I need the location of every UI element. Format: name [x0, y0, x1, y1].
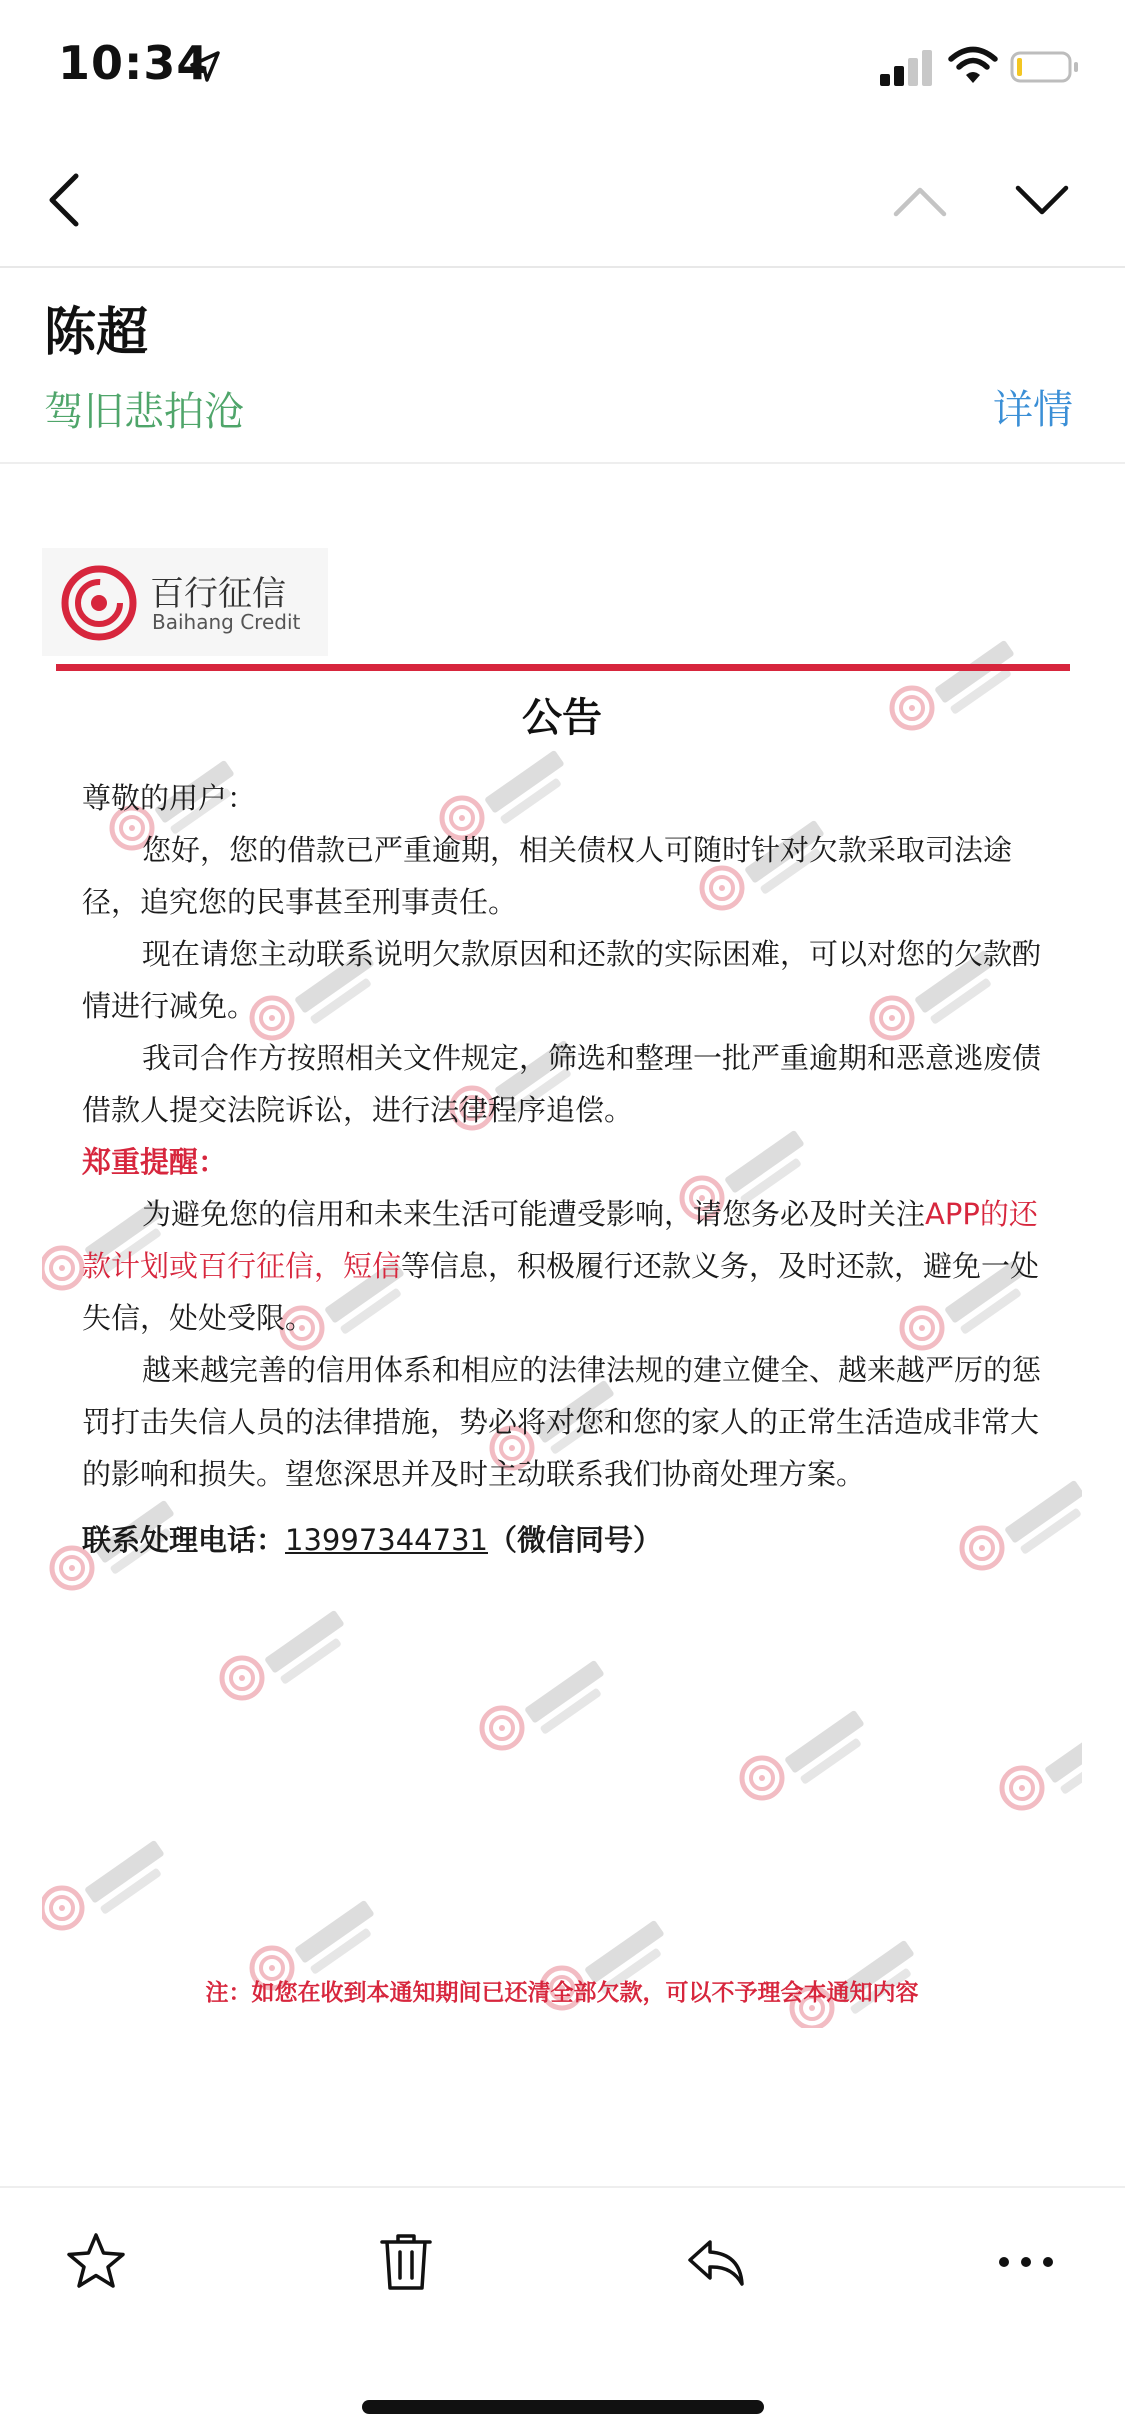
chevron-down-icon[interactable] [1012, 180, 1072, 220]
contact-line [82, 1514, 1062, 1566]
star-icon[interactable] [64, 2230, 128, 2294]
reply-icon[interactable] [684, 2230, 748, 2294]
notice-body [82, 772, 1062, 1566]
details-link[interactable]: 详情 [993, 387, 1073, 433]
baihang-logo-icon [60, 564, 138, 642]
logo-text-en: Baihang Credit [152, 610, 301, 634]
status-bar [0, 0, 1125, 132]
paragraph-consequences: 越来越完善的信用体系和相应的法律法规的建立健全、越来越严厉的惩罚打击失信人员的法律措施，势必将对您和您的家人的正常生活造成非常大的影响和损失。望您深思并及时主动联系我们协商处理方案。 [82, 1353, 1042, 1491]
battery-low-icon [1010, 50, 1080, 84]
location-arrow-icon [188, 50, 222, 84]
warning-text-b: 等信息，积极履行还款义务，及时还款，避免一处失信，处处受限。 [82, 1249, 1040, 1335]
paragraph-contact-request: 现在请您主动联系说明欠款原因和还款的实际困难，可以对您的欠款酌情进行减免。 [82, 937, 1042, 1023]
wifi-icon [948, 46, 998, 86]
sender-name: 陈超 [44, 303, 149, 363]
contact-note: （微信同号） [487, 1523, 662, 1557]
warning-label: 郑重提醒： [82, 1145, 228, 1179]
paragraph-litigation: 我司合作方按照相关文件规定，筛选和整理一批严重逾期和恶意逃废债借款人提交法院诉讼，进行法律程序追偿。 [82, 1041, 1042, 1127]
contact-label: 联系处理电话： [82, 1523, 286, 1557]
cellular-signal-icon [878, 50, 936, 86]
status-time: 10:34 [58, 36, 210, 90]
paragraph-warning [82, 1188, 1062, 1344]
paragraph-overdue: 您好，您的借款已严重逾期，相关债权人可随时针对欠款采取司法途径，追究您的民事甚至刑事责任。 [82, 833, 1013, 919]
baihang-logo [42, 548, 328, 656]
contact-phone-link[interactable]: 13997344731 [285, 1523, 488, 1557]
header-divider [0, 462, 1125, 464]
nav-bar [0, 150, 1125, 268]
greeting: 尊敬的用户： [82, 781, 257, 815]
warning-text-highlight: APP的还款计划或百行征信，短信 [82, 1197, 1038, 1283]
trash-icon[interactable] [374, 2230, 438, 2294]
home-indicator [362, 2400, 764, 2414]
notice-title: 公告 [522, 695, 602, 741]
email-subject: 驾旧悲拍沧 [44, 389, 244, 435]
logo-text-cn: 百行征信 [150, 574, 286, 614]
chevron-left-icon[interactable] [44, 170, 84, 230]
notice-image [42, 548, 1082, 2028]
more-icon[interactable] [994, 2230, 1058, 2294]
footnote: 注：如您在收到本通知期间已还清全部欠款，可以不予理会本通知内容 [205, 1980, 919, 2006]
warning-text-a: 为避免您的信用和未来生活可能遭受影响，请您务必及时关注 [142, 1197, 926, 1231]
chevron-up-icon[interactable] [890, 180, 950, 220]
bottom-toolbar [0, 2186, 1125, 2436]
header-rule [56, 664, 1070, 671]
